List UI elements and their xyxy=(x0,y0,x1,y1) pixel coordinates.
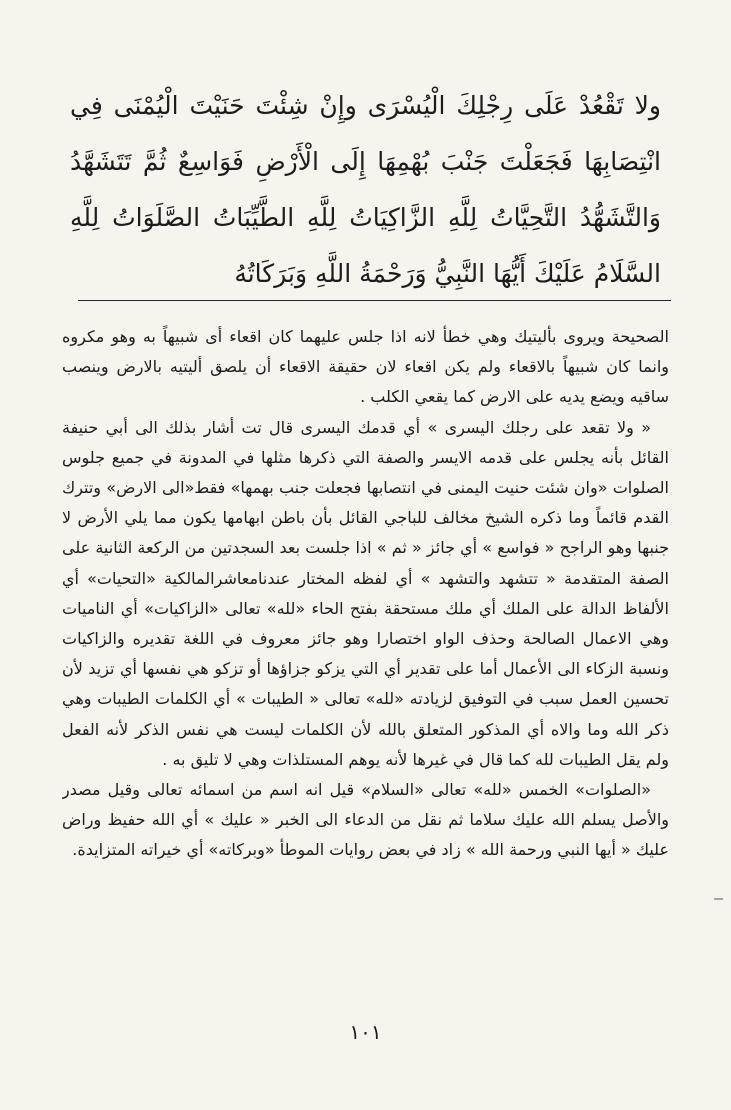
commentary-paragraph: الصحيحة ويروى بأليتيك وهي خطأ لانه اذا جلس عليهما كان اقعاء أى شبيهاً به وهو مكروه وانما كان شبيهاً بالاقعاء ولم يكن اقعاء لان حقيقة الاقعاء أن يلصق أليتيه بالارض وينصب ساقيه ويضع يديه على الارض كما يقعي الكلب . xyxy=(62,327,669,407)
divider-line xyxy=(78,300,671,301)
commentary-paragraph: «الصلوات» الخمس «لله» تعالى «السلام» قيل انه اسم من اسمائه تعالى وقيل مصدر والأصل يسلم الله عليك سلاما ثم نقل من الدعاء الى الخبر « عليك » أي الله حفيظ وراض عليك « أيها النبي ورحمة الله » زاد في بعض روايات الموطأ «وبركاته» أي خيراته المتزايدة. xyxy=(62,780,669,860)
commentary-paragraph: « ولا تقعد على رجلك اليسرى » أي قدمك اليسرى قال تت أشار بذلك الى أبي حنيفة القائل بأنه يجلس على قدمه الايسر والصفة التي ذكرها مثلها في المدونة في جميع جلوس الصلوات «وان شئت حنيت اليمنى في انتصابها فجعلت جنب بهمها» فقط«الى الارض» وتترك القدم قائماً وما ذكره الشيخ مخالف للباجي القائل بأن باطن ابهامها يكون مما يلي الأرض لا جنبها وهو الراجح « فواسع » أي جائز « ثم » اذا جلست بعد السجدتين من الركعة الثانية على الصفة المتقدمة « تتشهد والتشهد » أي لفظه المختار عندنامعاشرالمالكية «التحيات» أي الألفاظ الدالة على الملك أي ملك مستحقة بفتح الحاء «لله» تعالى «الزاكيات» أي الناميات وهي الاعمال الصالحة وحذف الواو اختصارا وهو جائز معروف في اللغة تقديره والزاكيات ونسبة الزكاء الى الأعمال أما على تقدير أي التي يزكو جزاؤها أو تزكو هي نفسها أي تزيد لأن تحسين العمل سبب في التوفيق لزيادته «لله» تعالى « الطيبات » أي الكلمات الطيبات وهي ذكر الله وما والاه أي المذكور المتعلق بالله لأن الكلمات ليست هي نفس الذكر لأنه الفعل ولم يقل الطيبات لله كما قال في غيرها لأنه يوهم المستلذات وهي لا تليق به . xyxy=(62,417,669,769)
main-text xyxy=(70,78,661,303)
commentary xyxy=(62,322,669,1000)
print-speck xyxy=(714,898,723,900)
main-text-paragraph: ولا تَقْعُدْ عَلَى رِجْلِكَ الْيُسْرَى وإِنْ شِئْتَ حَنَيْتَ الْيُمْنَى فِي انْتِصَابِهَا فَجَعَلْتَ جَنْبَ بُهْمِهَا إِلَى الْأَرْضِ فَوَاسِعٌ ثُمَّ تَتَشَهَّدُ وَالتَّشَهُّدُ التَّحِيَّاتُ لِلَّهِ الزَّاكِيَاتُ لِلَّهِ الطَّيِّبَاتُ الصَّلَوَاتُ لِلَّهِ السَّلَامُ عَلَيْكَ أَيُّهَا النَّبِيُّ وَرَحْمَةُ اللَّهِ وَبَرَكَاتُهُ xyxy=(70,91,661,288)
page-number: ١٠١ xyxy=(349,1020,382,1044)
